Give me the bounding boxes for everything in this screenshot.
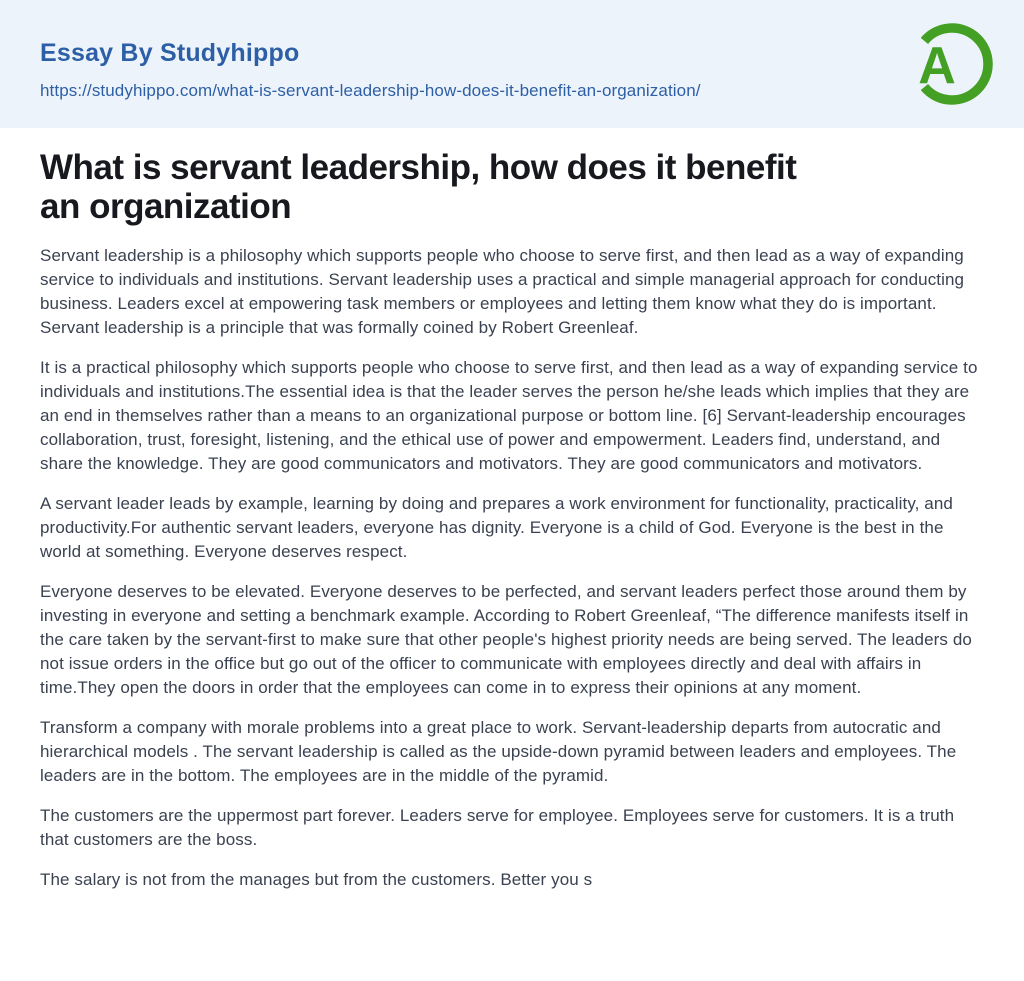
site-header — [0, 0, 1024, 128]
essay-paragraph: It is a practical philosophy which supports people who choose to serve first, and then lead as a way of expanding service to individuals and institutions.The essential idea is that the leader serves the person he/she leads which implies that they are an end in themselves rather than a means to an organizational purpose or bottom line. [6] Servant-leadership encourages collaboration, trust, foresight, listening, and the ethical use of power and empowerment. Leaders find, understand, and share the knowledge. They are good communicators and motivators. They are good communicators and motivators. — [40, 358, 978, 473]
essay-content — [0, 148, 1024, 892]
essay-paragraph: The customers are the uppermost part forever. Leaders serve for employee. Employees serve for customers. It is a truth that customers are the boss. — [40, 806, 955, 849]
studyhippo-logo-icon[interactable] — [910, 22, 994, 106]
brand-title: Essay By Studyhippo — [40, 39, 300, 67]
page-title-line-2: an organization — [40, 187, 292, 226]
essay-paragraph: The salary is not from the manages but from the customers. Better you s — [40, 870, 593, 889]
essay-paragraph: A servant leader leads by example, learning by doing and prepares a work environment for functionality, practicality, and productivity.For authentic servant leaders, everyone has dignity. Everyone is a child of God. Everyone is the best in the world at something. Everyone deserves respect. — [40, 494, 953, 561]
essay-paragraph: Servant leadership is a philosophy which supports people who choose to serve first, and then lead as a way of expanding service to individuals and institutions. Servant leadership uses a practical and simple managerial approach for conducting business. Leaders excel at empowering task members or employees and letting them know what they do is important. Servant leadership is a principle that was formally coined by Robert Greenleaf. — [40, 246, 965, 337]
page-title-line-1: What is servant leadership, how does it benefit — [40, 148, 797, 187]
essay-body — [40, 244, 984, 892]
page-title — [40, 148, 984, 226]
essay-paragraph: Transform a company with morale problems into a great place to work. Servant-leadership departs from autocratic and hierarchical models . The servant leadership is called as the upside-down pyramid between leaders and employees. The leaders are in the bottom. The employees are in the middle of the pyramid. — [40, 718, 957, 785]
essay-paragraph: Everyone deserves to be elevated. Everyone deserves to be perfected, and servant leaders perfect those around them by investing in everyone and setting a benchmark example. According to Robert Greenleaf, “The difference manifests itself in the care taken by the servant-first to make sure that other people's highest priority needs are being served. The leaders do not issue orders in the office but go out of the officer to communicate with employees directly and deal with affairs in time.They open the doors in order that the employees can come in to express their opinions at any moment. — [40, 582, 972, 697]
logo-letter: A — [918, 37, 956, 95]
essay-source-url-link[interactable]: https://studyhippo.com/what-is-servant-leadership-how-does-it-benefit-an-organization/ — [40, 81, 701, 100]
